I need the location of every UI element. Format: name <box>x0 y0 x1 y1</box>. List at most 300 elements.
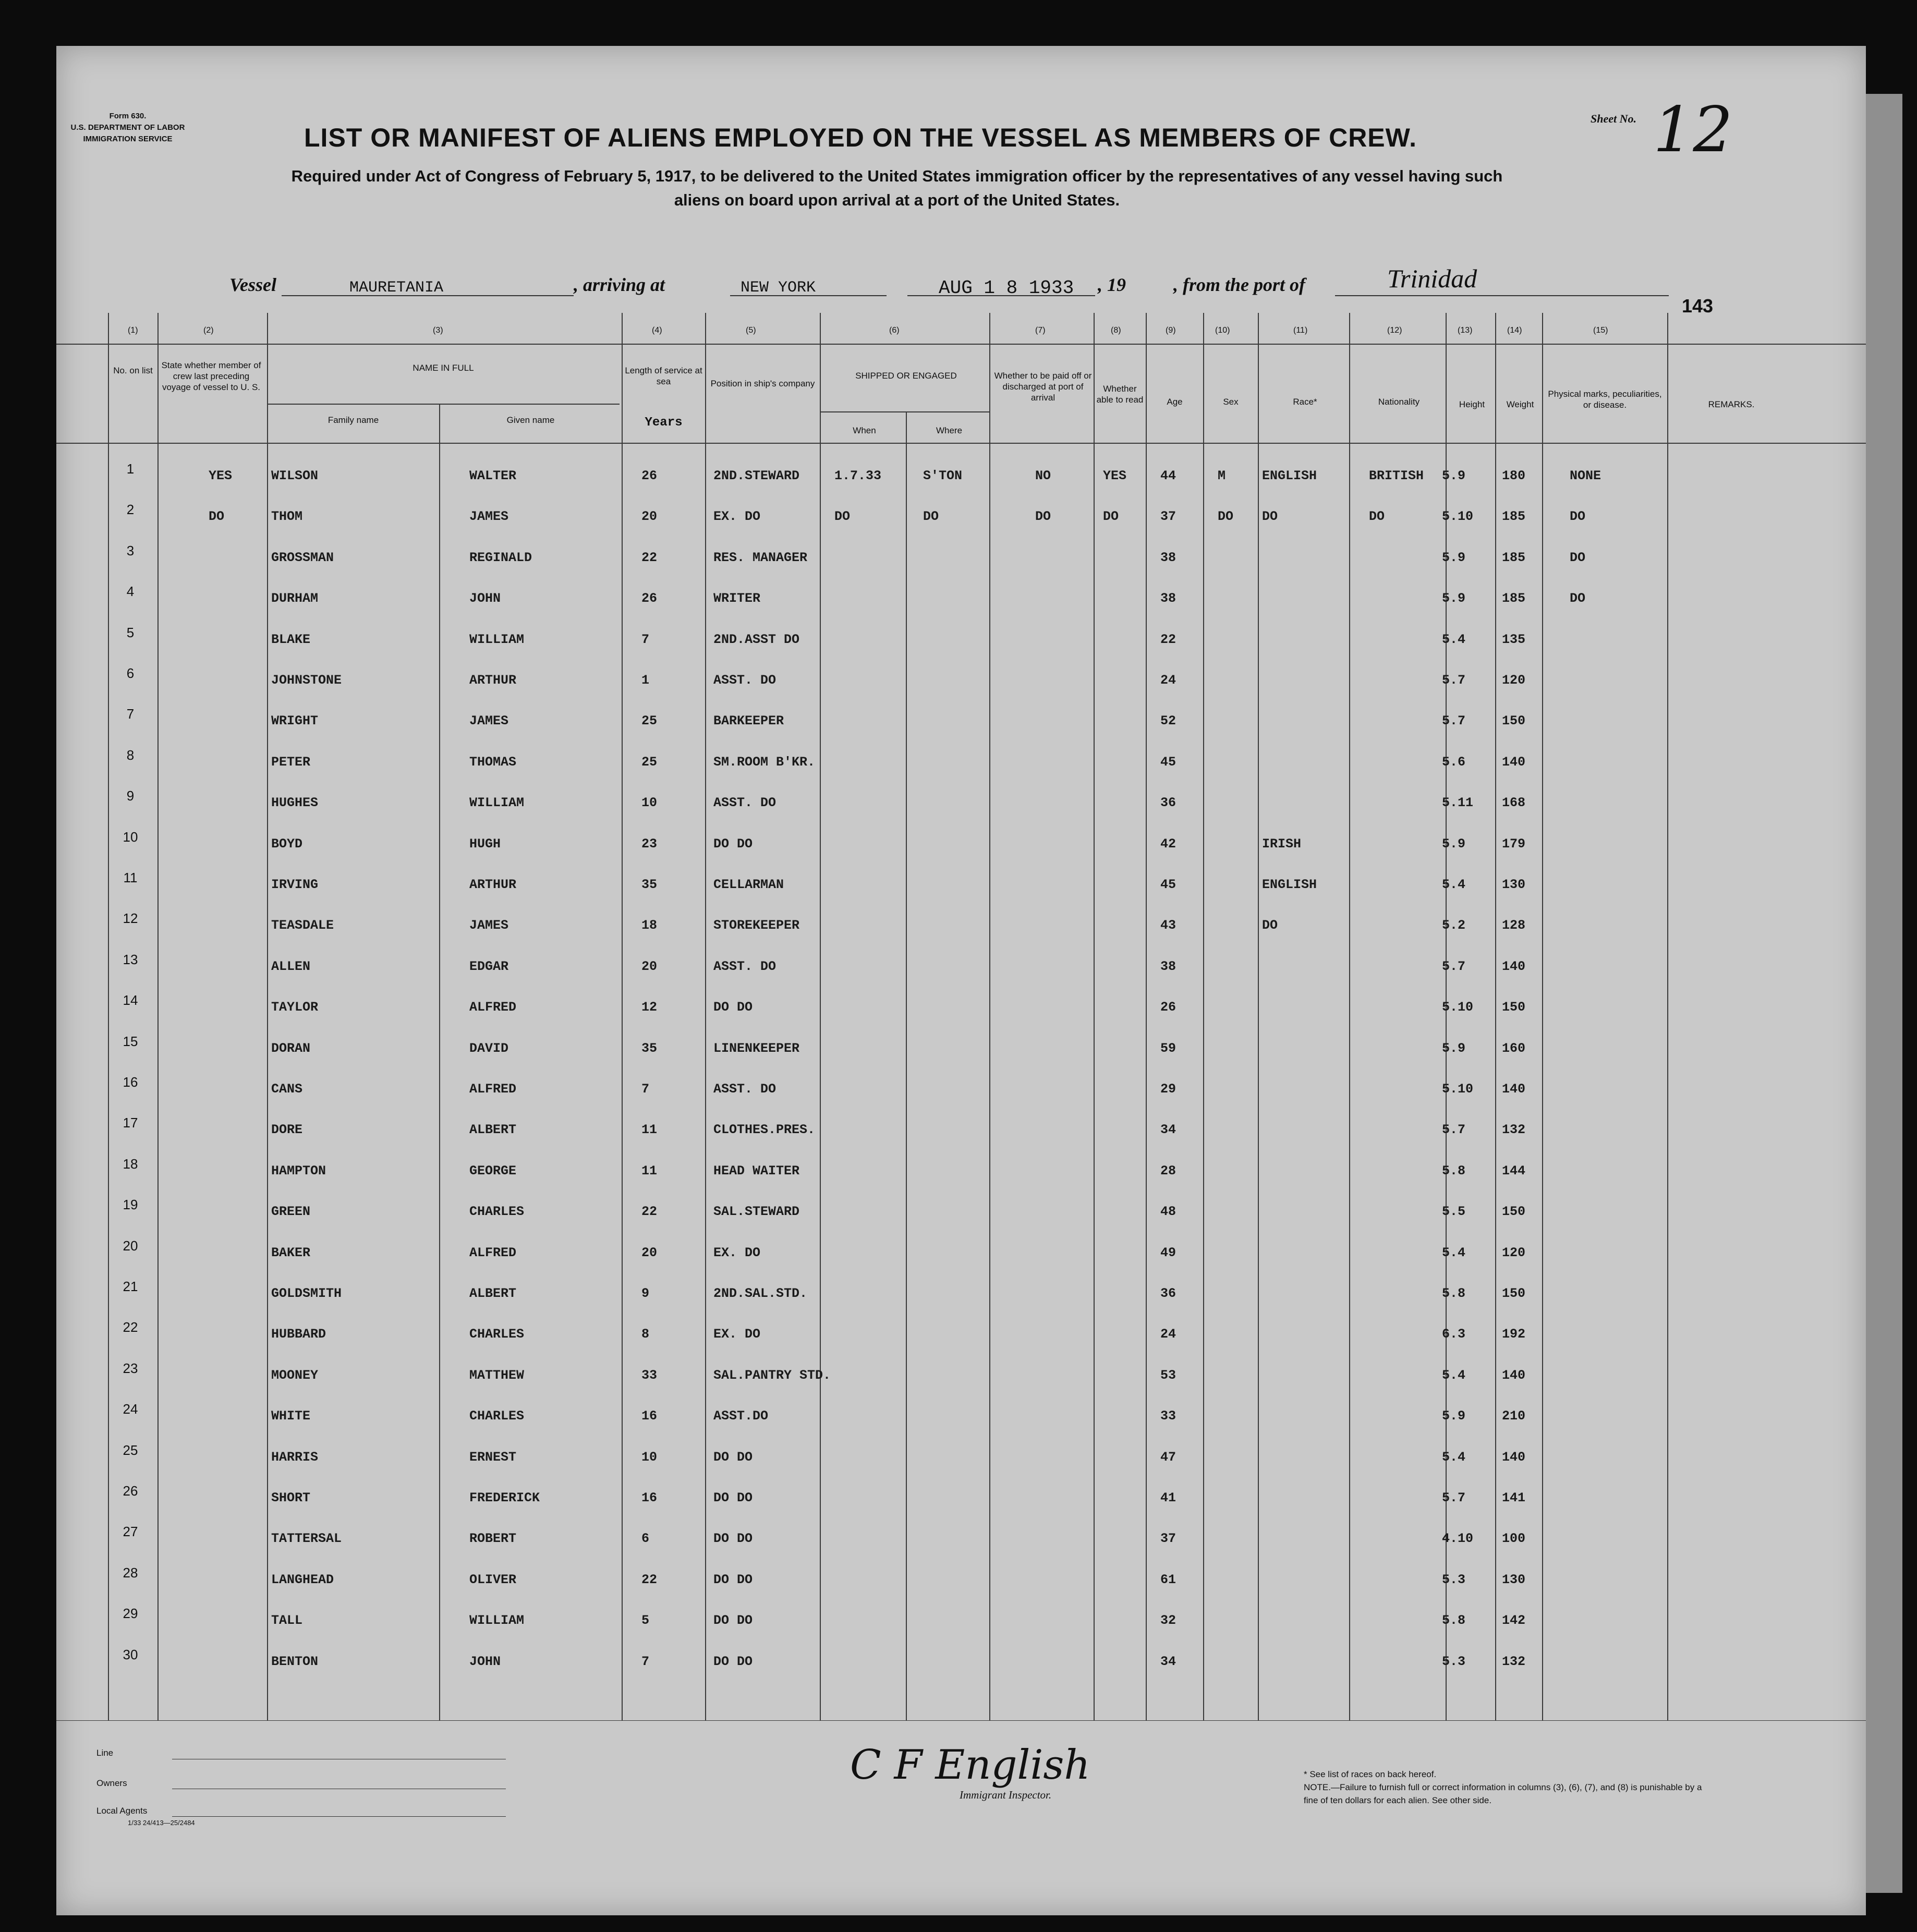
line-number: 16 <box>123 1074 138 1090</box>
family-name: LANGHEAD <box>271 1572 334 1587</box>
position: ASST. DO <box>713 958 776 974</box>
given-name: WILLIAM <box>469 795 525 811</box>
given-name: JAMES <box>469 509 509 525</box>
weight: 140 <box>1502 958 1526 974</box>
footnote <box>1304 1768 1710 1807</box>
line-number: 6 <box>126 665 135 681</box>
height: 5.4 <box>1442 631 1466 647</box>
weight: 140 <box>1502 1449 1526 1465</box>
vessel-underline <box>282 295 574 296</box>
position: ASST. DO <box>713 1082 776 1097</box>
family-name: WILSON <box>271 468 319 483</box>
height: 5.11 <box>1442 795 1474 811</box>
years-at-sea: 26 <box>641 468 658 483</box>
position: DO DO <box>713 1000 753 1015</box>
given-name: ALFRED <box>469 1082 517 1097</box>
col-num-15: (15) <box>1593 326 1608 335</box>
family-name: CANS <box>271 1082 303 1097</box>
family-name: MOONEY <box>271 1367 319 1383</box>
physical-marks: DO <box>1570 509 1586 525</box>
given-name: ARTHUR <box>469 877 517 892</box>
years-at-sea: 16 <box>641 1408 658 1424</box>
hdr-position: Position in ship's company <box>710 379 815 388</box>
col-num-11: (11) <box>1293 326 1308 335</box>
given-name: JOHN <box>469 1654 501 1669</box>
age: 49 <box>1160 1245 1176 1260</box>
given-name: ROBERT <box>469 1531 517 1547</box>
position: SAL.STEWARD <box>713 1204 800 1220</box>
position: SAL.PANTRY STD. <box>713 1367 831 1383</box>
col-num-8: (8) <box>1111 326 1121 335</box>
given-name: JAMES <box>469 918 509 933</box>
years-at-sea: 18 <box>641 918 658 933</box>
hdr-weight: Weight <box>1506 399 1534 409</box>
position: DO DO <box>713 836 753 852</box>
page-number: 143 <box>1682 295 1714 317</box>
line-number: 11 <box>123 870 138 885</box>
weight: 185 <box>1502 509 1526 525</box>
height: 5.9 <box>1442 836 1466 852</box>
col-num-7: (7) <box>1035 326 1046 335</box>
years-at-sea: 5 <box>641 1613 650 1629</box>
service: IMMIGRATION SERVICE <box>83 135 173 143</box>
age: 47 <box>1160 1449 1176 1465</box>
weight: 185 <box>1502 591 1526 606</box>
from-label: , from the port of <box>1173 274 1306 295</box>
years-at-sea: 22 <box>641 550 658 565</box>
height: 5.4 <box>1442 877 1466 892</box>
height: 5.10 <box>1442 1082 1474 1097</box>
line-number: 9 <box>126 788 135 804</box>
department: U.S. DEPARTMENT OF LABOR <box>70 123 185 132</box>
years-at-sea: 9 <box>641 1286 650 1301</box>
family-name: TATTERSAL <box>271 1531 342 1547</box>
position: 2ND.STEWARD <box>713 468 800 483</box>
age: 22 <box>1160 631 1176 647</box>
weight: 192 <box>1502 1327 1526 1342</box>
weight: 140 <box>1502 1367 1526 1383</box>
vessel-name: MAURETANIA <box>349 279 444 297</box>
given-name: CHARLES <box>469 1204 525 1220</box>
year-label: , 19 <box>1098 274 1126 295</box>
age: 59 <box>1160 1040 1176 1056</box>
physical-marks: DO <box>1570 550 1586 565</box>
height: 5.3 <box>1442 1654 1466 1669</box>
family-name: DORAN <box>271 1040 311 1056</box>
subtitle-line-1: Required under Act of Congress of February 5, 1917, to be delivered to the United States immigration officer by the representatives of any vessel having such <box>291 167 1503 185</box>
hdr-sex: Sex <box>1223 397 1239 407</box>
height: 5.9 <box>1442 1040 1466 1056</box>
able-to-read: DO <box>1103 509 1119 525</box>
given-name: ARTHUR <box>469 673 517 688</box>
paid-off: DO <box>1035 509 1051 525</box>
weight: 132 <box>1502 1654 1526 1669</box>
weight: 128 <box>1502 918 1526 933</box>
physical-marks: NONE <box>1570 468 1601 483</box>
shipped-when: 1.7.33 <box>834 468 882 483</box>
col-num-6: (6) <box>889 326 900 335</box>
given-name: WALTER <box>469 468 517 483</box>
years-at-sea: 7 <box>641 631 650 647</box>
height: 5.7 <box>1442 713 1466 729</box>
age: 44 <box>1160 468 1176 483</box>
weight: 141 <box>1502 1490 1526 1505</box>
col-num-4: (4) <box>652 326 662 335</box>
line-number: 10 <box>123 829 138 845</box>
position: DO DO <box>713 1654 753 1669</box>
hdr-shipped-engaged: SHIPPED OR ENGAGED <box>855 371 957 381</box>
years-at-sea: 6 <box>641 1531 650 1547</box>
race: IRISH <box>1262 836 1302 852</box>
years-at-sea: 20 <box>641 509 658 525</box>
date-stamp: AUG 1 8 1933 <box>939 277 1074 299</box>
height: 5.6 <box>1442 754 1466 770</box>
age: 38 <box>1160 550 1176 565</box>
years-at-sea: 35 <box>641 877 658 892</box>
hdr-race: Race* <box>1293 397 1317 407</box>
inspector-label: Immigrant Inspector. <box>960 1789 1052 1801</box>
family-name: DORE <box>271 1122 303 1138</box>
years-at-sea: 1 <box>641 673 650 688</box>
family-name: WHITE <box>271 1408 311 1424</box>
given-name: CHARLES <box>469 1408 525 1424</box>
hdr-where: Where <box>936 426 963 435</box>
col-num-2: (2) <box>203 326 214 335</box>
years-at-sea: 25 <box>641 754 658 770</box>
line-number: 22 <box>123 1319 138 1335</box>
weight: 150 <box>1502 1286 1526 1301</box>
age: 53 <box>1160 1367 1176 1383</box>
owners-label: Owners <box>96 1778 127 1788</box>
years-at-sea: 10 <box>641 795 658 811</box>
family-name: TALL <box>271 1613 303 1629</box>
given-name: ALBERT <box>469 1286 517 1301</box>
family-name: GROSSMAN <box>271 550 334 565</box>
family-name: BENTON <box>271 1654 319 1669</box>
years-at-sea: 25 <box>641 713 658 729</box>
height: 6.3 <box>1442 1327 1466 1342</box>
position: ASST. DO <box>713 673 776 688</box>
family-name: HARRIS <box>271 1449 319 1465</box>
subtitle <box>141 164 1653 212</box>
weight: 120 <box>1502 1245 1526 1260</box>
hdr-given-name: Given name <box>506 415 555 425</box>
weight: 179 <box>1502 836 1526 852</box>
given-name: ALFRED <box>469 1245 517 1260</box>
height: 5.3 <box>1442 1572 1466 1587</box>
prev-voyage: DO <box>209 509 225 525</box>
age: 32 <box>1160 1613 1176 1629</box>
line-number: 20 <box>123 1237 138 1254</box>
sex: DO <box>1218 509 1234 525</box>
hdr-prev-voyage: State whether member of crew last preceding voyage of vessel to U. S. <box>161 360 261 392</box>
given-name: EDGAR <box>469 958 509 974</box>
line-number: 15 <box>123 1033 138 1049</box>
agents-underline <box>172 1816 506 1817</box>
years-at-sea: 26 <box>641 591 658 606</box>
position: DO DO <box>713 1449 753 1465</box>
age: 61 <box>1160 1572 1176 1587</box>
years-at-sea: 20 <box>641 1245 658 1260</box>
age: 29 <box>1160 1082 1176 1097</box>
age: 36 <box>1160 1286 1176 1301</box>
given-name: ALBERT <box>469 1122 517 1138</box>
line-number: 29 <box>123 1606 138 1622</box>
line-number: 21 <box>123 1279 138 1294</box>
height: 5.4 <box>1442 1367 1466 1383</box>
given-name: REGINALD <box>469 550 532 565</box>
height: 5.4 <box>1442 1245 1466 1260</box>
years-at-sea: 8 <box>641 1327 650 1342</box>
page-edge <box>1866 94 1902 1893</box>
age: 33 <box>1160 1408 1176 1424</box>
years-at-sea: 23 <box>641 836 658 852</box>
given-name: JOHN <box>469 591 501 606</box>
years-at-sea: 10 <box>641 1449 658 1465</box>
height: 5.9 <box>1442 1408 1466 1424</box>
height: 5.10 <box>1442 1000 1474 1015</box>
family-name: BOYD <box>271 836 303 852</box>
position: HEAD WAITER <box>713 1163 800 1178</box>
weight: 150 <box>1502 1000 1526 1015</box>
height: 5.2 <box>1442 918 1466 933</box>
race: ENGLISH <box>1262 877 1317 892</box>
manifest-grid <box>56 313 1866 1721</box>
subtitle-line-2: aliens on board upon arrival at a port of the United States. <box>674 191 1120 209</box>
vessel-label: Vessel <box>229 274 276 295</box>
family-name: TEASDALE <box>271 918 334 933</box>
height: 5.9 <box>1442 591 1466 606</box>
family-name: TAYLOR <box>271 1000 319 1015</box>
age: 34 <box>1160 1654 1176 1669</box>
hdr-paid-off: Whether to be paid off or discharged at port of arrival <box>994 371 1092 403</box>
position: 2ND.SAL.STD. <box>713 1286 808 1301</box>
weight: 132 <box>1502 1122 1526 1138</box>
hdr-name-in-full: NAME IN FULL <box>412 363 474 373</box>
line-number: 23 <box>123 1360 138 1376</box>
weight: 100 <box>1502 1531 1526 1547</box>
given-name: FREDERICK <box>469 1490 540 1505</box>
col-num-12: (12) <box>1387 326 1402 335</box>
line-number: 27 <box>123 1524 138 1540</box>
years-at-sea: 16 <box>641 1490 658 1505</box>
line-number: 3 <box>126 542 135 558</box>
height: 5.7 <box>1442 1490 1466 1505</box>
position: WRITER <box>713 591 761 606</box>
age: 43 <box>1160 918 1176 933</box>
given-name: OLIVER <box>469 1572 517 1587</box>
col-num-14: (14) <box>1507 326 1522 335</box>
position: BARKEEPER <box>713 713 784 729</box>
weight: 130 <box>1502 1572 1526 1587</box>
able-to-read: YES <box>1103 468 1127 483</box>
weight: 150 <box>1502 1204 1526 1220</box>
position: CLOTHES.PRES. <box>713 1122 816 1138</box>
given-name: WILLIAM <box>469 1613 525 1629</box>
nationality: DO <box>1369 509 1385 525</box>
line-number: 19 <box>123 1197 138 1213</box>
col-num-5: (5) <box>746 326 756 335</box>
weight: 135 <box>1502 631 1526 647</box>
line-number: 26 <box>123 1483 138 1499</box>
sex: M <box>1218 468 1226 483</box>
weight: 210 <box>1502 1408 1526 1424</box>
years-at-sea: 11 <box>641 1163 658 1178</box>
line-number: 2 <box>126 502 135 518</box>
line-number: 13 <box>123 951 138 967</box>
given-name: ALFRED <box>469 1000 517 1015</box>
date-underline <box>907 295 1095 296</box>
family-name: DURHAM <box>271 591 319 606</box>
line-number: 30 <box>123 1646 138 1662</box>
prev-voyage: YES <box>209 468 233 483</box>
col-num-10: (10) <box>1215 326 1230 335</box>
position: DO DO <box>713 1490 753 1505</box>
age: 24 <box>1160 1327 1176 1342</box>
given-name: WILLIAM <box>469 631 525 647</box>
family-name: HUBBARD <box>271 1327 326 1342</box>
family-name: IRVING <box>271 877 319 892</box>
years-at-sea: 22 <box>641 1572 658 1587</box>
sheet-label: Sheet No. <box>1591 112 1636 125</box>
hdr-years: Years <box>645 416 683 430</box>
shipped-where: S'TON <box>923 468 963 483</box>
line-number: 17 <box>123 1115 138 1131</box>
given-name: CHARLES <box>469 1327 525 1342</box>
line-number: 5 <box>126 624 135 640</box>
footnote-penalty: NOTE.—Failure to furnish full or correct information in columns (3), (6), (7), and (8) is punishable by a fine of ten dollars for each alien. See other side. <box>1304 1782 1702 1805</box>
height: 5.8 <box>1442 1163 1466 1178</box>
age: 45 <box>1160 754 1176 770</box>
col-num-9: (9) <box>1166 326 1176 335</box>
age: 28 <box>1160 1163 1176 1178</box>
line-number: 12 <box>123 910 138 927</box>
nationality: BRITISH <box>1369 468 1424 483</box>
from-port: Trinidad <box>1387 264 1477 293</box>
years-at-sea: 35 <box>641 1040 658 1056</box>
line-label: Line <box>96 1748 114 1758</box>
family-name: WRIGHT <box>271 713 319 729</box>
weight: 168 <box>1502 795 1526 811</box>
position: ASST. DO <box>713 795 776 811</box>
arriving-port: NEW YORK <box>741 279 816 297</box>
years-at-sea: 20 <box>641 958 658 974</box>
page-title: LIST OR MANIFEST OF ALIENS EMPLOYED ON THE VESSEL AS MEMBERS OF CREW. <box>304 123 1417 152</box>
height: 4.10 <box>1442 1531 1474 1547</box>
weight: 120 <box>1502 673 1526 688</box>
family-name: THOM <box>271 509 303 525</box>
arriving-label: , arriving at <box>574 274 665 295</box>
race: DO <box>1262 918 1278 933</box>
position: 2ND.ASST DO <box>713 631 800 647</box>
height: 5.4 <box>1442 1449 1466 1465</box>
paid-off: NO <box>1035 468 1051 483</box>
shipped-where: DO <box>923 509 939 525</box>
local-agents-label: Local Agents <box>96 1806 148 1816</box>
years-at-sea: 7 <box>641 1082 650 1097</box>
weight: 160 <box>1502 1040 1526 1056</box>
line-number: 14 <box>123 992 138 1008</box>
height: 5.7 <box>1442 958 1466 974</box>
family-name: GOLDSMITH <box>271 1286 342 1301</box>
age: 42 <box>1160 836 1176 852</box>
height: 5.5 <box>1442 1204 1466 1220</box>
family-name: PETER <box>271 754 311 770</box>
hdr-able-to-read: Whether able to read <box>1096 384 1144 405</box>
height: 5.7 <box>1442 1122 1466 1138</box>
age: 26 <box>1160 1000 1176 1015</box>
sheet-number: 12 <box>1653 94 1733 166</box>
position: CELLARMAN <box>713 877 784 892</box>
weight: 185 <box>1502 550 1526 565</box>
position: DO DO <box>713 1572 753 1587</box>
years-at-sea: 12 <box>641 1000 658 1015</box>
age: 52 <box>1160 713 1176 729</box>
given-name: MATTHEW <box>469 1367 525 1383</box>
hdr-when: When <box>853 426 876 435</box>
position: EX. DO <box>713 509 761 525</box>
family-name: HAMPTON <box>271 1163 326 1178</box>
shipped-when: DO <box>834 509 851 525</box>
position: ASST.DO <box>713 1408 769 1424</box>
position: DO DO <box>713 1531 753 1547</box>
line-number: 4 <box>126 584 135 600</box>
age: 48 <box>1160 1204 1176 1220</box>
position: EX. DO <box>713 1245 761 1260</box>
line-number: 24 <box>123 1401 138 1417</box>
line-number: 18 <box>123 1156 138 1172</box>
age: 45 <box>1160 877 1176 892</box>
inspector-signature: C F English <box>850 1742 1090 1789</box>
hdr-physical-marks: Physical marks, peculiarities, or disease. <box>1548 389 1662 410</box>
footnote-races: * See list of races on back hereof. <box>1304 1769 1437 1779</box>
given-name: JAMES <box>469 713 509 729</box>
hdr-remarks: REMARKS. <box>1708 399 1755 409</box>
age: 36 <box>1160 795 1176 811</box>
family-name: ALLEN <box>271 958 311 974</box>
from-underline <box>1335 295 1669 296</box>
family-name: GREEN <box>271 1204 311 1220</box>
line-number: 1 <box>126 461 135 477</box>
family-name: BAKER <box>271 1245 311 1260</box>
weight: 180 <box>1502 468 1526 483</box>
family-name: SHORT <box>271 1490 311 1505</box>
line-number: 8 <box>126 747 135 763</box>
hdr-length-service: Length of service at sea <box>625 366 702 386</box>
line-number: 25 <box>123 1442 138 1458</box>
position: SM.ROOM B'KR. <box>713 754 816 770</box>
hdr-family-name: Family name <box>327 415 379 425</box>
years-at-sea: 33 <box>641 1367 658 1383</box>
port-underline <box>730 295 887 296</box>
given-name: ERNEST <box>469 1449 517 1465</box>
height: 5.9 <box>1442 468 1466 483</box>
age: 24 <box>1160 673 1176 688</box>
height: 5.7 <box>1442 673 1466 688</box>
position: RES. MANAGER <box>713 550 808 565</box>
race: DO <box>1262 509 1278 525</box>
position: LINENKEEPER <box>713 1040 800 1056</box>
height: 5.10 <box>1442 509 1474 525</box>
age: 38 <box>1160 591 1176 606</box>
age: 37 <box>1160 1531 1176 1547</box>
years-at-sea: 11 <box>641 1122 658 1138</box>
age: 34 <box>1160 1122 1176 1138</box>
given-name: HUGH <box>469 836 501 852</box>
family-name: HUGHES <box>271 795 319 811</box>
col-num-3: (3) <box>433 326 443 335</box>
physical-marks: DO <box>1570 591 1586 606</box>
